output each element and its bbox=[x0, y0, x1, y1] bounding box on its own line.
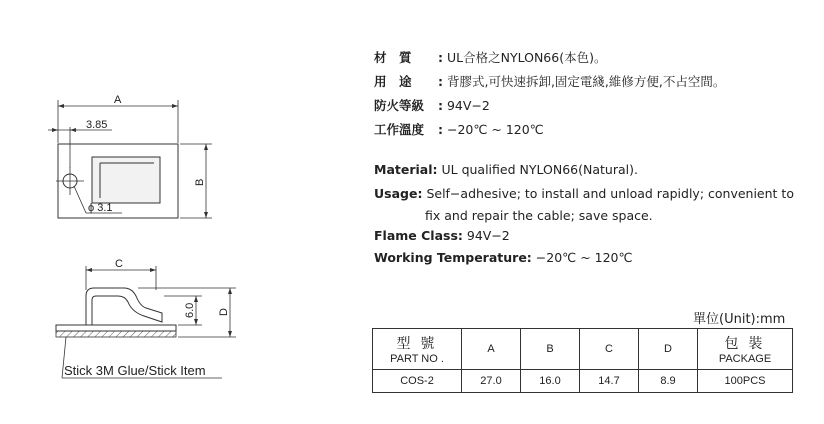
spec-en-usage-value-1: Self−adhesive; to install and unload rapidly; convenient to bbox=[426, 186, 794, 201]
top-view-slot bbox=[92, 157, 160, 203]
cell-package: 100PCS bbox=[698, 370, 793, 393]
spec-cn-temp: 工作溫度 : −20℃ ~ 120℃ bbox=[374, 122, 544, 137]
glue-label: Stick 3M Glue/Stick Item bbox=[64, 363, 206, 378]
spec-en-usage-label: Usage: bbox=[374, 186, 423, 201]
spec-cn-material-label: 材 質 bbox=[374, 50, 412, 65]
spec-cn-temp-label: 工作溫度 bbox=[374, 122, 425, 137]
cell-part-no: COS-2 bbox=[373, 370, 462, 393]
cell-a: 27.0 bbox=[462, 370, 521, 393]
spec-cn-usage-label: 用 途 bbox=[374, 74, 412, 89]
base-plate bbox=[56, 325, 176, 331]
cell-c: 14.7 bbox=[580, 370, 639, 393]
spec-en-temp bbox=[374, 250, 633, 265]
header-a: A bbox=[462, 329, 521, 370]
spec-en-temp-label: Working Temperature: bbox=[374, 250, 532, 265]
header-part-no: 型 號 PART NO . bbox=[373, 329, 462, 370]
dim-a-label: A bbox=[114, 94, 122, 106]
side-view-hook bbox=[86, 288, 162, 325]
spec-cn-flame: 防火等級 : 94V−2 bbox=[374, 98, 490, 113]
dim-hole-label: ϕ 3.1 bbox=[88, 202, 113, 214]
spec-cn-temp-value: −20℃ ~ 120℃ bbox=[446, 122, 544, 137]
table-row bbox=[373, 370, 793, 393]
dim-c-label: C bbox=[115, 258, 123, 270]
dim-385-label: 3.85 bbox=[86, 119, 108, 131]
header-c: C bbox=[580, 329, 639, 370]
spec-en-flame-label: Flame Class: bbox=[374, 228, 463, 243]
dim-d-label: D bbox=[218, 308, 230, 316]
spec-en-usage bbox=[374, 186, 794, 201]
technical-drawing bbox=[0, 0, 370, 424]
parts-table bbox=[372, 328, 793, 393]
dim-b-label: B bbox=[194, 178, 206, 186]
cell-b: 16.0 bbox=[521, 370, 580, 393]
header-b: B bbox=[521, 329, 580, 370]
dim-h-label: 6.0 bbox=[184, 302, 196, 318]
spec-en-usage-value-2: fix and repair the cable; save space. bbox=[425, 208, 653, 223]
header-package: 包 裝 PACKAGE bbox=[698, 329, 793, 370]
spec-en-flame bbox=[374, 228, 510, 243]
spec-cn-material: 材 質 : UL合格之NYLON66(本色)。 bbox=[374, 50, 607, 65]
spec-cn-flame-value: 94V−2 bbox=[446, 98, 490, 113]
spec-en-material-value: UL qualified NYLON66(Natural). bbox=[441, 162, 638, 177]
spec-en-flame-value: 94V−2 bbox=[466, 228, 510, 243]
spec-en-material bbox=[374, 162, 638, 177]
glue-layer bbox=[56, 331, 176, 337]
spec-en-temp-value: −20℃ ~ 120℃ bbox=[535, 250, 633, 265]
table-header-row bbox=[373, 329, 793, 370]
spec-cn-flame-label: 防火等級 bbox=[374, 98, 425, 113]
unit-label: 單位(Unit):mm bbox=[693, 312, 786, 327]
spec-cn-usage-value: 背膠式,可快速拆卸,固定電綫,維修方便,不占空間。 bbox=[446, 74, 726, 89]
spec-cn-usage: 用 途 : 背膠式,可快速拆卸,固定電綫,維修方便,不占空間。 bbox=[374, 74, 726, 89]
cell-d: 8.9 bbox=[639, 370, 698, 393]
spec-cn-material-value: UL合格之NYLON66(本色)。 bbox=[446, 50, 607, 65]
spec-en-material-label: Material: bbox=[374, 162, 438, 177]
header-d: D bbox=[639, 329, 698, 370]
